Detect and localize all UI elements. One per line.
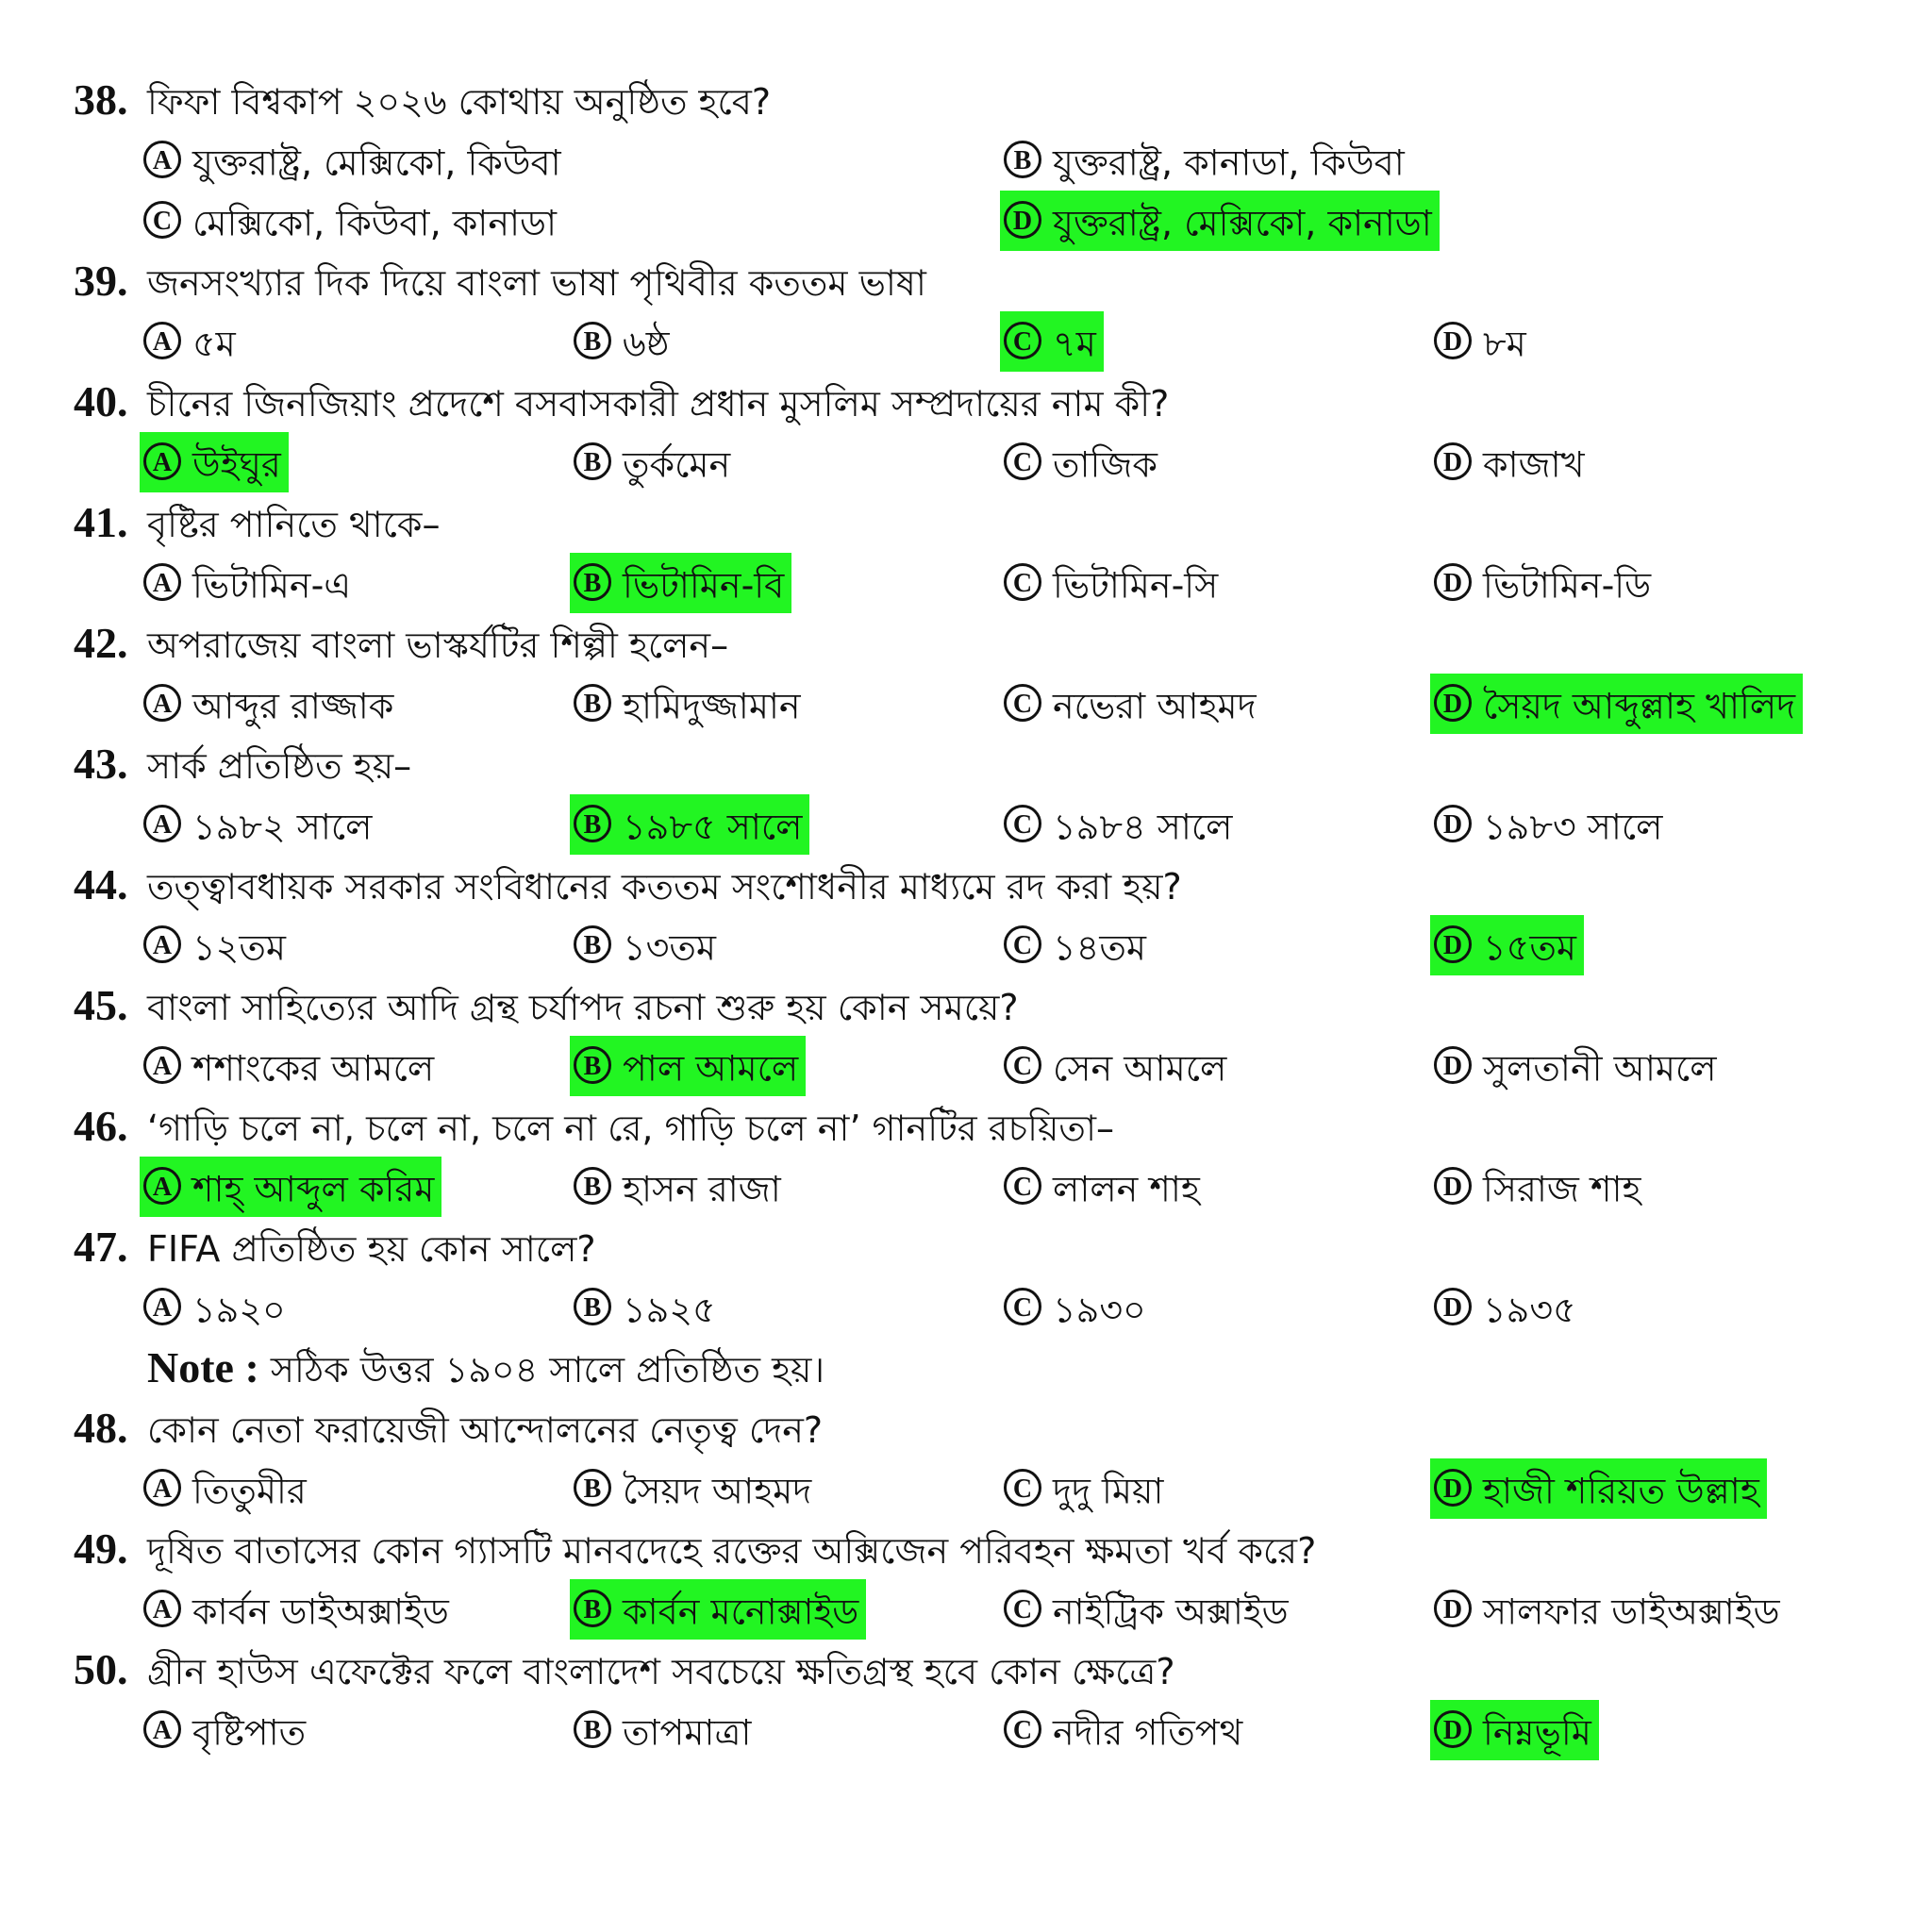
question-line <box>74 855 1182 915</box>
option-letter-badge: D <box>1434 684 1472 722</box>
option-text: ১৪তম <box>1053 926 1146 969</box>
option-correct[interactable] <box>570 553 791 613</box>
option-correct[interactable] <box>1430 1458 1767 1519</box>
option-letter-badge: A <box>143 1046 181 1084</box>
question-line <box>74 372 1169 432</box>
option-text: নিম্নভূমি <box>1483 1711 1591 1754</box>
question-text: কোন নেতা ফরায়েজী আন্দোলনের নেতৃত্ব দেন? <box>147 1409 824 1451</box>
option-text: কার্বন মনোক্সাইড <box>623 1591 859 1633</box>
option-letter-badge: A <box>143 1590 181 1627</box>
option[interactable] <box>140 1700 313 1760</box>
option-letter-badge: B <box>574 925 611 963</box>
option-text: সুলতানী আমলে <box>1483 1047 1717 1090</box>
question-line <box>74 1640 1175 1700</box>
question-line <box>74 1398 823 1458</box>
question-text: গ্রীন হাউস এফেক্টের ফলে বাংলাদেশ সবচেয়ে ক্ষতিগ্রস্থ হবে কোন ক্ষেত্রে? <box>147 1651 1175 1692</box>
option-text: পাল আমলে <box>623 1047 799 1090</box>
question-number: 49. <box>74 1524 128 1573</box>
option-letter-badge: B <box>574 1046 611 1084</box>
option-letter-badge: B <box>574 1288 611 1325</box>
option-text: লালন শাহ <box>1053 1168 1200 1210</box>
option[interactable] <box>1000 553 1225 613</box>
option[interactable] <box>140 674 401 734</box>
question-number: 48. <box>74 1404 128 1452</box>
option[interactable] <box>140 794 379 855</box>
option-letter-badge: C <box>1004 1167 1041 1205</box>
option[interactable] <box>1000 1036 1234 1096</box>
option[interactable] <box>570 1458 819 1519</box>
option-letter-badge: B <box>574 1590 611 1627</box>
option-text: ১৯৩৫ <box>1483 1289 1576 1331</box>
option-letter-badge: C <box>143 201 181 239</box>
option-letter-badge: B <box>574 1710 611 1748</box>
question-number: 40. <box>74 377 128 425</box>
option-text: উইঘুর <box>192 443 281 486</box>
option-letter-badge: A <box>143 684 181 722</box>
question-line <box>74 1217 596 1277</box>
option-letter-badge: C <box>1004 563 1041 601</box>
option[interactable] <box>1000 794 1240 855</box>
option-text: ৫ম <box>192 323 236 365</box>
option-text: দুদু মিয়া <box>1053 1470 1164 1512</box>
option-correct[interactable] <box>140 432 289 492</box>
question-number: 45. <box>74 981 128 1029</box>
option-text: ভিটামিন-সি <box>1053 564 1219 607</box>
option-text: ১৯২০ <box>192 1289 286 1331</box>
question-text: FIFA প্রতিষ্ঠিত হয় কোন সালে? <box>147 1228 596 1270</box>
option-text: ১৯৮২ সালে <box>192 806 373 848</box>
option[interactable] <box>1430 1277 1584 1338</box>
option[interactable] <box>1430 1157 1648 1217</box>
option-text: তাজিক <box>1053 443 1158 486</box>
option-letter-badge: B <box>574 442 611 480</box>
option[interactable] <box>140 553 358 613</box>
option-correct[interactable] <box>1000 191 1440 251</box>
option[interactable] <box>140 1579 457 1640</box>
option-correct[interactable] <box>1000 311 1104 372</box>
option-letter-badge: A <box>143 1469 181 1507</box>
option-letter-badge: A <box>143 1288 181 1325</box>
option-text: আব্দুর রাজ্জাক <box>192 685 394 727</box>
question-line <box>74 975 1019 1036</box>
option[interactable] <box>1000 1579 1296 1640</box>
option-letter-badge: D <box>1434 322 1472 359</box>
option[interactable] <box>1000 1277 1154 1338</box>
option[interactable] <box>140 191 564 251</box>
option-correct[interactable] <box>140 1157 441 1217</box>
option[interactable] <box>1000 1700 1250 1760</box>
option[interactable] <box>1000 674 1264 734</box>
option-text: তুর্কমেন <box>623 443 731 486</box>
option[interactable] <box>1430 1579 1788 1640</box>
option-text: কার্বন ডাইঅক্সাইড <box>192 1591 449 1633</box>
option-text: হাসন রাজা <box>623 1168 781 1210</box>
option-letter-badge: D <box>1004 201 1041 239</box>
question-number: 38. <box>74 75 128 124</box>
option-letter-badge: C <box>1004 925 1041 963</box>
option[interactable] <box>140 1036 441 1096</box>
option-correct[interactable] <box>1430 1700 1599 1760</box>
option[interactable] <box>140 130 569 191</box>
option-text: সালফার ডাইঅক্সাইড <box>1483 1591 1780 1633</box>
option[interactable] <box>1430 553 1658 613</box>
option-letter-badge: A <box>143 805 181 842</box>
option-text: ১৯৮৪ সালে <box>1053 806 1233 848</box>
option-letter-badge: D <box>1434 805 1472 842</box>
option-letter-badge: D <box>1434 563 1472 601</box>
option-letter-badge: D <box>1434 1167 1472 1205</box>
option[interactable] <box>1430 794 1670 855</box>
option-text: কাজাখ <box>1483 443 1585 486</box>
option-letter-badge: D <box>1434 925 1472 963</box>
option-letter-badge: C <box>1004 1288 1041 1325</box>
note-label: Note : <box>147 1343 259 1391</box>
option-letter-badge: C <box>1004 322 1041 359</box>
option-text: ১৯২৫ <box>623 1289 716 1331</box>
question-line <box>74 492 441 553</box>
option-letter-badge: A <box>143 1710 181 1748</box>
option-letter-badge: C <box>1004 1710 1041 1748</box>
option-letter-badge: D <box>1434 1288 1472 1325</box>
option-text: শশাংকের আমলে <box>192 1047 435 1090</box>
question-number: 43. <box>74 740 128 788</box>
question-line <box>74 1519 1316 1579</box>
option-letter-badge: A <box>143 1167 181 1205</box>
question-text: অপরাজেয় বাংলা ভাস্কর্যটির শিল্পী হলেন– <box>147 625 729 666</box>
option-letter-badge: A <box>143 925 181 963</box>
option-letter-badge: B <box>574 1469 611 1507</box>
option[interactable] <box>570 915 724 975</box>
option-text: ১৫তম <box>1483 926 1576 969</box>
option-letter-badge: B <box>574 322 611 359</box>
option-letter-badge: C <box>1004 684 1041 722</box>
option-text: ১৩তম <box>623 926 716 969</box>
question-line <box>74 734 411 794</box>
option-correct[interactable] <box>570 1036 806 1096</box>
option[interactable] <box>570 1700 758 1760</box>
option-letter-badge: D <box>1434 442 1472 480</box>
question-text: দূষিত বাতাসের কোন গ্যাসটি মানবদেহে রক্তের অক্সিজেন পরিবহন ক্ষমতা খর্ব করে? <box>147 1530 1317 1572</box>
option[interactable] <box>1430 432 1592 492</box>
option-letter-badge: A <box>143 563 181 601</box>
note-text: সঠিক উত্তর ১৯০৪ সালে প্রতিষ্ঠিত হয়। <box>270 1349 825 1391</box>
option-text: হামিদুজ্জামান <box>623 685 801 727</box>
option-correct[interactable] <box>1430 915 1584 975</box>
option-letter-badge: C <box>1004 1590 1041 1627</box>
option-text: সেন আমলে <box>1053 1047 1227 1090</box>
option[interactable] <box>1000 1157 1208 1217</box>
option-letter-badge: C <box>1004 1046 1041 1084</box>
question-text: বৃষ্টির পানিতে থাকে– <box>147 504 441 545</box>
option[interactable] <box>1000 432 1165 492</box>
option-correct[interactable] <box>1430 674 1803 734</box>
option[interactable] <box>140 1277 293 1338</box>
option-letter-badge: A <box>143 322 181 359</box>
option-text: মেক্সিকো, কিউবা, কানাডা <box>192 202 558 244</box>
option-text: সিরাজ শাহ <box>1483 1168 1641 1210</box>
question-line <box>74 251 926 311</box>
option[interactable] <box>140 915 293 975</box>
question-number: 42. <box>74 619 128 667</box>
option[interactable] <box>570 311 676 372</box>
option-text: তাপমাত্রা <box>623 1711 752 1754</box>
question-line <box>74 613 728 674</box>
question-number: 44. <box>74 860 128 908</box>
question-text: জনসংখ্যার দিক দিয়ে বাংলা ভাষা পৃথিবীর কততম ভাষা <box>147 262 926 304</box>
question-text: ফিফা বিশ্বকাপ ২০২৬ কোথায় অনুষ্ঠিত হবে? <box>147 81 772 123</box>
option-letter-badge: D <box>1434 1710 1472 1748</box>
option-text: ৮ম <box>1483 323 1526 365</box>
option[interactable] <box>140 1458 314 1519</box>
option-text: যুক্তরাষ্ট্র, মেক্সিকো, কিউবা <box>192 142 561 184</box>
option-letter-badge: B <box>574 684 611 722</box>
option-letter-badge: B <box>574 563 611 601</box>
question-text: ‘গাড়ি চলে না, চলে না, চলে না রে, গাড়ি চলে না’ গানটির রচয়িতা– <box>147 1108 1114 1149</box>
option-text: বৃষ্টিপাত <box>192 1711 307 1754</box>
option-text: ভিটামিন-এ <box>192 564 352 607</box>
question-number: 41. <box>74 498 128 546</box>
option-text: নভেরা আহমদ <box>1053 685 1257 727</box>
option-letter-badge: B <box>574 1167 611 1205</box>
question-line <box>74 70 771 130</box>
option-text: যুক্তরাষ্ট্র, মেক্সিকো, কানাডা <box>1053 202 1432 244</box>
option-correct[interactable] <box>570 1579 866 1640</box>
option-text: নদীর গতিপথ <box>1053 1711 1243 1754</box>
question-line <box>74 1096 1114 1157</box>
option-text: ৭ম <box>1053 323 1096 365</box>
option[interactable] <box>1000 130 1412 191</box>
option[interactable] <box>570 1277 724 1338</box>
option-letter-badge: D <box>1434 1046 1472 1084</box>
question-number: 46. <box>74 1102 128 1150</box>
question-number: 47. <box>74 1223 128 1271</box>
option-letter-badge: B <box>574 805 611 842</box>
option[interactable] <box>570 432 738 492</box>
option-text: ১৯৮৩ সালে <box>1483 806 1663 848</box>
option-text: শাহ্ আব্দুল করিম <box>192 1168 435 1210</box>
option-text: যুক্তরাষ্ট্র, কানাডা, কিউবা <box>1053 142 1405 184</box>
option-text: ১৯৩০ <box>1053 1289 1146 1331</box>
option[interactable] <box>1430 311 1534 372</box>
option-letter-badge: B <box>1004 141 1041 178</box>
option-letter-badge: C <box>1004 1469 1041 1507</box>
option-correct[interactable] <box>570 794 809 855</box>
option-letter-badge: C <box>1004 442 1041 480</box>
option-text: সৈয়দ আহমদ <box>623 1470 812 1512</box>
option-text: ভিটামিন-বি <box>623 564 785 607</box>
option-letter-badge: A <box>143 141 181 178</box>
question-number: 50. <box>74 1645 128 1693</box>
option[interactable] <box>1000 915 1154 975</box>
option-text: ১৯৮৫ সালে <box>623 806 803 848</box>
answer-note <box>147 1338 824 1398</box>
option-text: হাজী শরিয়ত উল্লাহ <box>1483 1470 1759 1512</box>
option-letter-badge: A <box>143 442 181 480</box>
option[interactable] <box>1000 1458 1171 1519</box>
option-text: ভিটামিন-ডি <box>1483 564 1652 607</box>
option-text: নাইট্রিক অক্সাইড <box>1053 1591 1289 1633</box>
option[interactable] <box>570 674 808 734</box>
option[interactable] <box>140 311 243 372</box>
option[interactable] <box>1430 1036 1724 1096</box>
question-text: সার্ক প্রতিষ্ঠিত হয়– <box>147 745 412 787</box>
option-text: তিতুমীর <box>192 1470 307 1512</box>
question-number: 39. <box>74 257 128 305</box>
option-letter-badge: C <box>1004 805 1041 842</box>
option-text: ৬ষ্ঠ <box>623 323 670 365</box>
question-text: বাংলা সাহিত্যের আদি গ্রন্থ চর্যাপদ রচনা শুরু হয় কোন সময়ে? <box>147 987 1019 1028</box>
option-text: ১২তম <box>192 926 286 969</box>
option-letter-badge: D <box>1434 1590 1472 1627</box>
option-letter-badge: D <box>1434 1469 1472 1507</box>
option[interactable] <box>570 1157 789 1217</box>
option-text: সৈয়দ আব্দুল্লাহ খালিদ <box>1483 685 1796 727</box>
question-text: তত্ত্বাবধায়ক সরকার সংবিধানের কততম সংশোধনীর মাধ্যমে রদ করা হয়? <box>147 866 1182 908</box>
question-text: চীনের জিনজিয়াং প্রদেশে বসবাসকারী প্রধান মুসলিম সম্প্রদায়ের নাম কী? <box>147 383 1170 425</box>
